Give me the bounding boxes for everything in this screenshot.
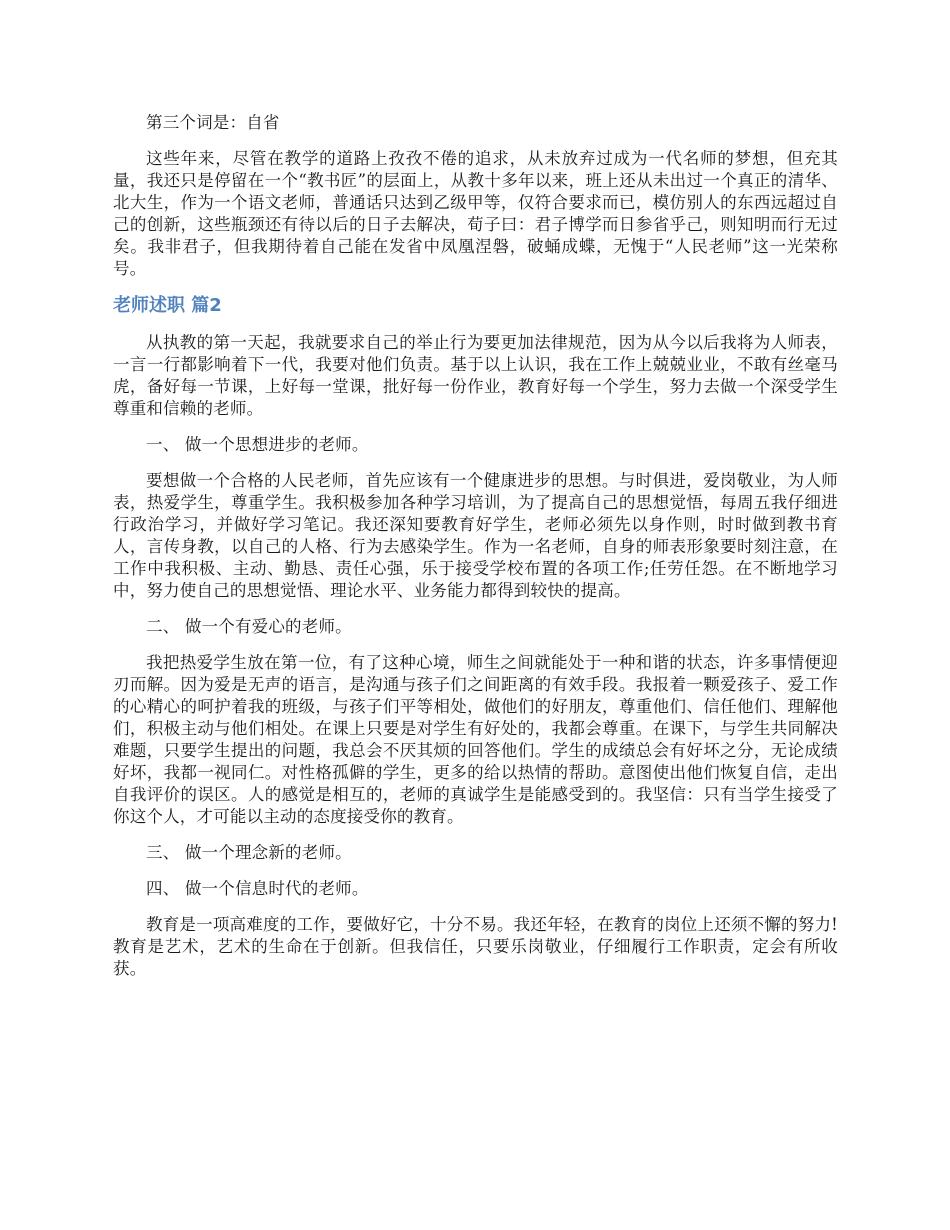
point-heading-4: 四、 做一个信息时代的老师。 [146,879,369,898]
section1-body: 这些年来，尽管在教学的道路上孜孜不倦的追求，从未放弃过成为一代名师的梦想，但充其量，我还只是停留在一个“教书匠”的层面上，从教十多年以来，班上还从未出过一个真正的清华、北大生，作为一个语文老师，普通话只达到乙级甲等，仅符合要求而已，模仿别人的东西远超过自己的创新，这些瓶颈还有待以后的日子去解决，荀子曰：君子博学而日参省乎己，则知明而行无过矣。我非君子，但我期待着自己能在发省中凤凰涅磐，破蛹成蝶，无愧于“人民老师”这一光荣称号。 [113,149,838,278]
point-heading-1: 一、 做一个思想进步的老师。 [146,435,369,454]
document-page [113,112,838,980]
point-heading-3: 三、 做一个理念新的老师。 [146,843,352,862]
section-heading: 老师述职 篇2 [113,295,222,316]
paragraph-intro: 从执教的第一天起，我就要求自己的举止行为要更加法律规范，因为从今以后我将为人师表，一言一行都影响着下一代，我要对他们负责。基于以上认识，我在工作上兢兢业业，不敢有丝毫马虎，备好每一节课，上好每一堂课，批好每一份作业，教育好每一个学生，努力去做一个深受学生尊重和信赖的老师。 [113,333,838,418]
point-heading-2: 二、 做一个有爱心的老师。 [146,617,352,636]
section1-intro: 第三个词是：自省 [146,113,280,132]
paragraph-thought: 要想做一个合格的人民老师，首先应该有一个健康进步的思想。与时俱进，爱岗敬业，为人师表，热爱学生，尊重学生。我积极参加各种学习培训，为了提高自己的思想觉悟，每周五我仔细进行政治学习，并做好学习笔记。我还深知要教育好学生，老师必须先以身作则，时时做到教书育人，言传身教，以自己的人格、行为去感染学生。作为一名老师，自身的师表形象要时刻注意，在工作中我积极、主动、勤恳、责任心强，乐于接受学校布置的各项工作;任劳任怨。在不断地学习中，努力使自己的思想觉悟、理论水平、业务能力都得到较快的提高。 [113,471,838,600]
paragraph-conclusion: 教育是一项高难度的工作，要做好它，十分不易。我还年轻，在教育的岗位上还须不懈的努力!教育是艺术，艺术的生命在于创新。但我信任，只要乐岗敬业，仔细履行工作职责，定会有所收获。 [113,915,838,978]
paragraph-love: 我把热爱学生放在第一位，有了这种心境，师生之间就能处于一种和谐的状态，许多事情便迎刃而解。因为爱是无声的语言，是沟通与孩子们之间距离的有效手段。我报着一颗爱孩子、爱工作的心精心的呵护着我的班级，与孩子们平等相处，做他们的好朋友，尊重他们、信任他们、理解他们，积极主动与他们相处。在课上只要是对学生有好处的，我都会尊重。在课下，与学生共同解决难题，只要学生提出的问题，我总会不厌其烦的回答他们。学生的成绩总会有好坏之分，无论成绩好坏，我都一视同仁。对性格孤僻的学生，更多的给以热情的帮助。意图使出他们恢复自信，走出自我评价的误区。人的感觉是相互的，老师的真诚学生是能感受到的。我坚信：只有当学生接受了你这个人，才可能以主动的态度接受你的教育。 [113,653,838,826]
